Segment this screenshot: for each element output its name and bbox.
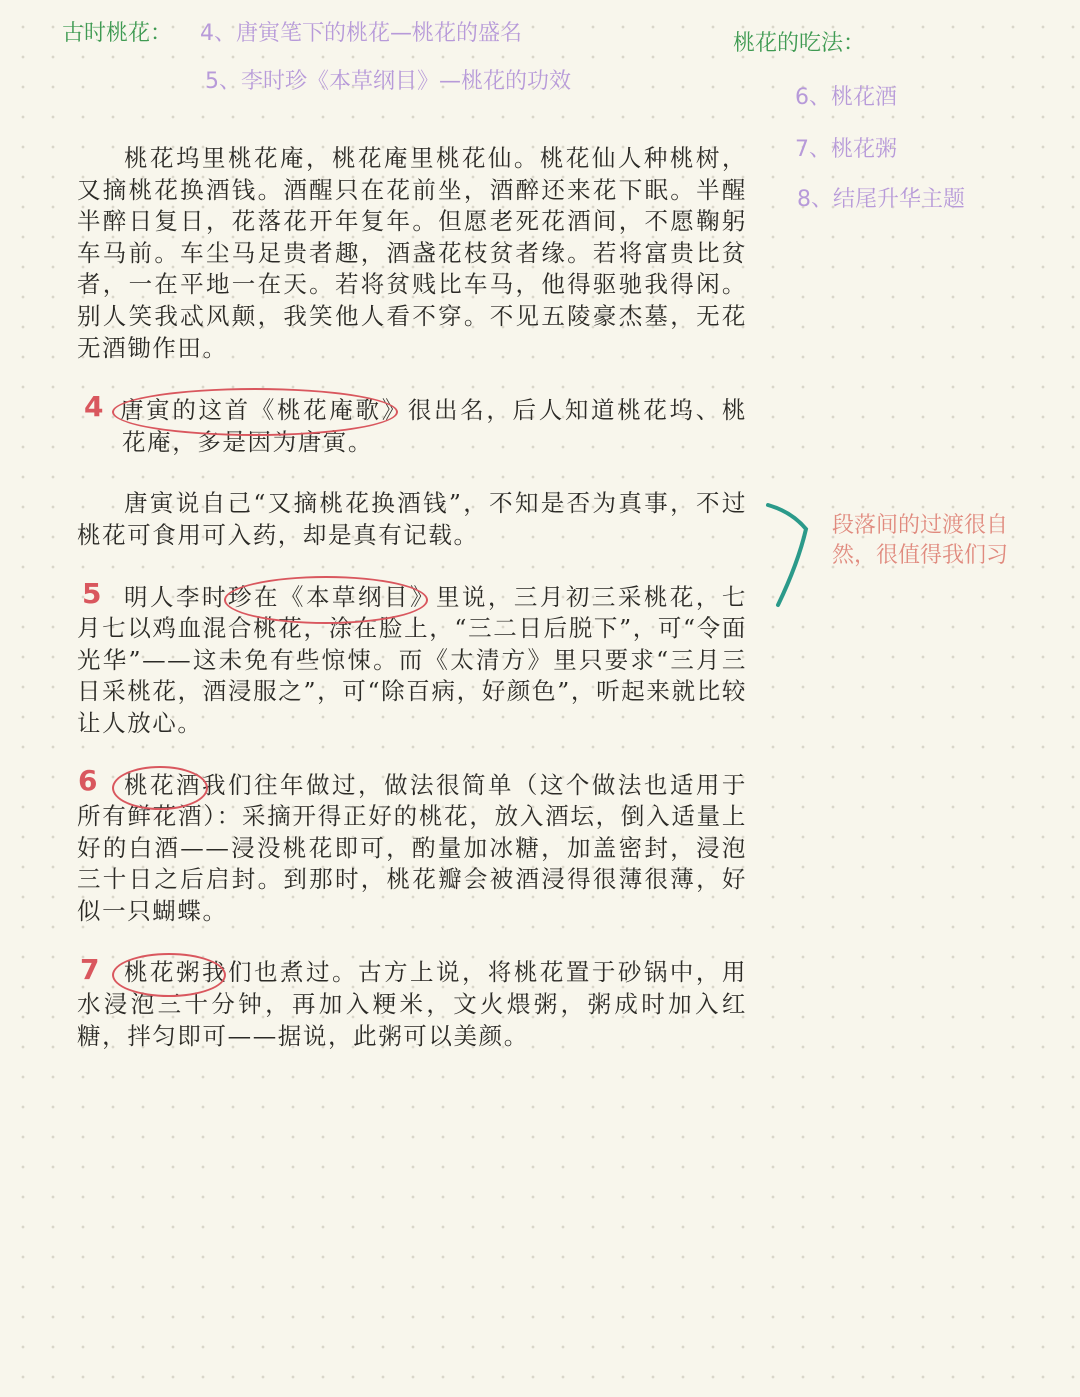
svg-text:4: 4 <box>84 390 104 423</box>
side-comment-line-2: 然，很值得我们习 <box>832 543 1009 568</box>
tang-yin-paragraph: 唐寅的这首《桃花庵歌》很出名，后人知道桃花坞、桃花庵，多是因为唐寅。 <box>120 396 747 456</box>
svg-text:5: 5 <box>82 577 102 610</box>
svg-text:6: 6 <box>78 764 98 797</box>
outline-item-6: 6、桃花酒 <box>795 85 897 110</box>
ancient-peach-label: 古时桃花： <box>62 21 173 46</box>
circle-highlight-peach-porridge <box>112 953 226 997</box>
poem-paragraph: 桃花坞里桃花庵，桃花庵里桃花仙。桃花仙人种桃树，又摘桃花换酒钱。酒醒只在花前坐，酒醉还来花下眠。半醒半醉日复日，花落花开年复年。但愿老死花酒间，不愿鞠躬车马前。车尘马足贵者趣，酒盏花枝贫者缘。若将富贵比贫者，一在平地一在天。若将贫贱比车马，他得驱驰我得闲。别人笑我忒风颠，我笑他人看不穿。不见五陵豪杰墓，无花无酒锄作田。 <box>77 144 747 362</box>
peach-wine-paragraph: 桃花酒我们往年做过，做法很简单（这个做法也适用于所有鲜花酒）：采摘开得正好的桃花，放入酒坛，倒入适量上好的白酒——浸没桃花即可，酌量加冰糖，加盖密封，浸泡三十日之后启封。到那时，桃花瓣会被酒浸得很薄很薄，好似一只蝴蝶。 <box>77 770 747 925</box>
outline-item-4: 4、唐寅笔下的桃花—桃花的盛名 <box>200 21 522 46</box>
wine-money-paragraph: 唐寅说自己“又摘桃花换酒钱”，不知是否为真事，不过桃花可食用可入药，却是真有记载。 <box>77 489 747 549</box>
outline-item-5: 5、李时珍《本草纲目》—桃花的功效 <box>205 69 571 94</box>
circle-highlight-peach-wine <box>112 766 208 810</box>
circle-highlight-tangyin-song <box>112 388 398 436</box>
bracket-mark <box>760 495 820 615</box>
circle-highlight-bencao <box>224 576 428 624</box>
bencao-paragraph: 明人李时珍在《本草纲目》里说，三月初三采桃花，七月七以鸡血混合桃花，涂在脸上，“三二日后脱下”，可“令面光华”——这未免有些惊悚。而《太清方》里只要求“三月三日采桃花，酒浸服之”，可“除百病，好颜色”，听起来就比较让人放心。 <box>77 582 747 737</box>
svg-text:7: 7 <box>80 953 100 986</box>
outline-item-8: 8、结尾升华主题 <box>797 187 965 212</box>
peach-porridge-paragraph: 桃花粥我们也煮过。古方上说，将桃花置于砂锅中，用水浸泡三十分钟，再加入粳米，文火煨粥，粥成时加入红糖，拌匀即可——据说，此粥可以美颜。 <box>77 958 747 1050</box>
eating-methods-label: 桃花的吃法： <box>733 31 866 56</box>
side-comment-line-1: 段落间的过渡很自 <box>832 513 1009 538</box>
outline-item-7: 7、桃花粥 <box>795 137 897 162</box>
